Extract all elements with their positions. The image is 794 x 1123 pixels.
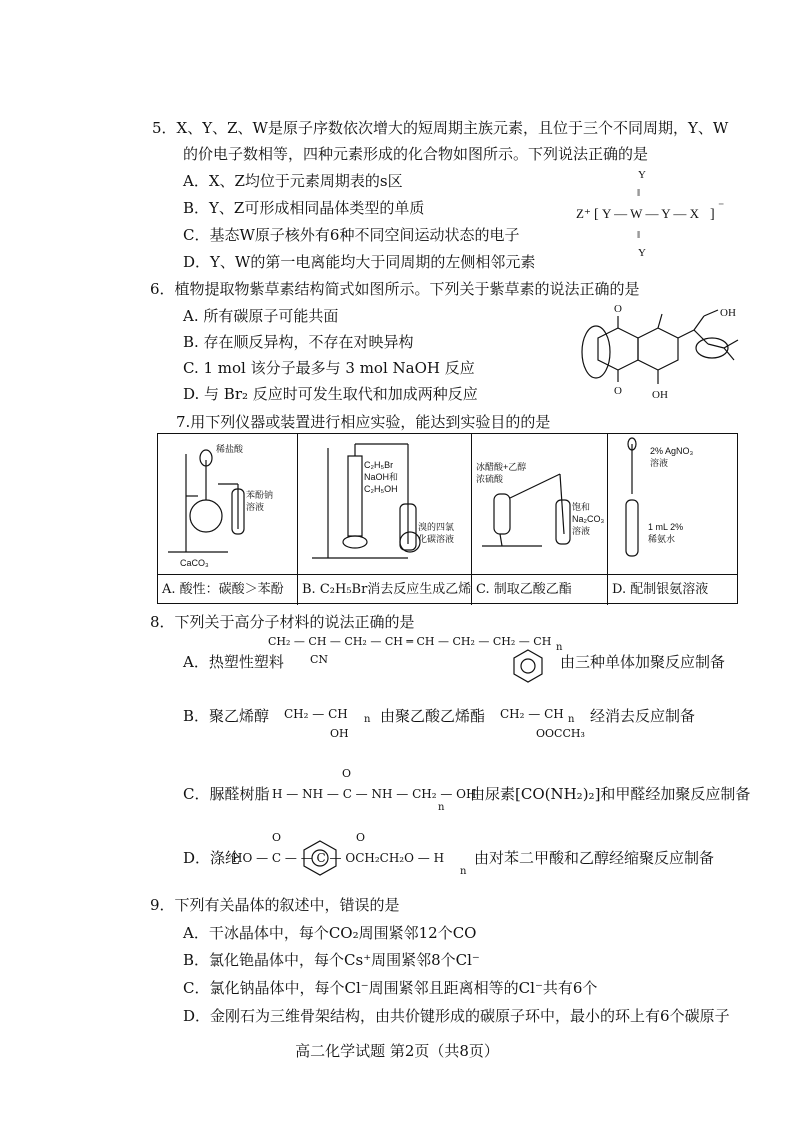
q7b-label-br2-2: 化碳溶液 — [418, 534, 455, 544]
q5-bracket-right: ] — [710, 207, 715, 222]
q9-stem: 9．下列有关晶体的叙述中，错误的是 — [150, 896, 400, 914]
q7d-label-agno3: 2% AgNO₃ — [650, 446, 694, 456]
q8b-label: B．聚乙烯醇 — [183, 707, 270, 725]
q5-option-a: A．X、Z均位于元素周期表的s区 — [183, 172, 403, 190]
q7a-label-hcl: 稀盐酸 — [216, 444, 244, 454]
q7-cell-b — [298, 434, 472, 605]
q6-option-b: B. 存在顺反异构，不存在对映异构 — [183, 333, 414, 351]
q7-stem: 7.用下列仪器或装置进行相应实验，能达到实验目的的是 — [176, 413, 551, 431]
q6-stem: 6．植物提取物紫草素结构简式如图所示。下列关于紫草素的说法正确的是 — [150, 280, 640, 298]
q5-bracket-left: [ — [594, 207, 599, 222]
q8b-text: 经消去反应制备 — [590, 707, 696, 725]
q6-shikonin-structure — [578, 298, 743, 410]
q8d-text: 由对苯二甲酸和乙醇经缩聚反应制备 — [474, 849, 715, 867]
q6-label-o-top: O — [614, 303, 622, 315]
q8c-o: O — [342, 767, 352, 780]
page-footer: 高二化学试题 第2页（共8页） — [295, 1042, 499, 1060]
q7b-label-naoh: NaOH和 — [364, 472, 399, 482]
q8b-formula: CH₂ — CH — [284, 707, 348, 721]
q8b-n2: n — [568, 714, 575, 725]
q7-apparatus-d — [608, 434, 735, 574]
q6-ring-left — [598, 328, 638, 370]
q9-option-b: B．氯化铯晶体中，每个Cs⁺周围紧邻8个Cl⁻ — [183, 951, 480, 969]
q6-ring-right — [638, 328, 678, 370]
q6-option-a: A. 所有碳原子可能共面 — [183, 307, 339, 325]
q7c-label-reagents: 冰醋酸+乙醇 — [476, 462, 527, 472]
q7d-label-solution: 溶液 — [650, 458, 669, 468]
q8b-formula2: CH₂ — CH — [500, 707, 564, 721]
q8c-formula: H — NH — C — NH — CH₂ — OH — [272, 787, 477, 801]
q5-stem-line1: 5．X、Y、Z、W是原子序数依次增大的短周期主族元素，且位于三个不同周期，Y、W — [152, 119, 729, 137]
q6-label-oh-bottom: OH — [652, 389, 668, 401]
q7-apparatus-table — [157, 433, 738, 604]
q7c-label-saturated: 饱和 — [572, 502, 591, 512]
q7-caption-b: B. C₂H₅Br消去反应生成乙烯 — [298, 574, 471, 605]
q5-option-d: D．Y、W的第一电离能均大于同周期的左侧相邻元素 — [183, 253, 536, 271]
q7a-label-solution: 溶液 — [246, 502, 265, 512]
q8b-mid: 由聚乙酸乙烯酯 — [380, 707, 486, 725]
q7-caption-d: D. 配制银氨溶液 — [608, 574, 737, 605]
q8a-sub-cn: CN — [310, 653, 329, 666]
q7c-label-na2co3: Na₂CO₃ — [572, 514, 605, 524]
q6-option-d: D. 与 Br₂ 反应时可发生取代和加成两种反应 — [183, 385, 478, 403]
q7-cell-a — [158, 434, 298, 605]
q5-option-b: B．Y、Z可形成相同晶体类型的单质 — [183, 199, 425, 217]
q8a-text: 由三种单体加聚反应制备 — [560, 653, 726, 671]
q6-label-oh-right: OH — [720, 307, 736, 319]
q8d-n: n — [460, 866, 467, 877]
q7b-label-c2h5br: C₂H₅Br — [364, 460, 394, 470]
q8b-sub2: OOCCH₃ — [536, 727, 585, 740]
q7a-label-caco3: CaCO₃ — [180, 558, 209, 568]
q7a-label-phenoxide: 苯酚钠 — [246, 490, 274, 500]
q9-option-d: D．金刚石为三维骨架结构，由共价键形成的碳原子环中，最小的环上有6个碳原子 — [183, 1007, 730, 1025]
q8a-benzene-ring — [510, 646, 546, 686]
q5-stem-line2: 的价电子数相等，四种元素形成的化合物如图所示。下列说法正确的是 — [183, 145, 649, 163]
q7-caption-c: C. 制取乙酸乙酯 — [472, 574, 607, 605]
q7-apparatus-a — [158, 434, 296, 574]
q8a-formula: CH₂ — CH — CH₂ — CH ═ CH — CH₂ — CH₂ — CH — [268, 635, 552, 648]
q7c-label-h2so4: 浓硫酸 — [476, 474, 504, 484]
q8d-o2: O — [356, 831, 366, 844]
q7-cell-c — [472, 434, 608, 605]
q9-option-a: A．干冰晶体中，每个CO₂周围紧邻12个CO — [183, 924, 477, 942]
q5-structure — [574, 166, 734, 262]
q7d-label-1ml: 1 mL 2% — [648, 522, 684, 532]
q8c-label: C．脲醛树脂 — [183, 785, 270, 803]
q7b-label-c2h5oh: C₂H₅OH — [364, 484, 398, 494]
q5-cation: Z⁺ — [576, 206, 591, 221]
q5-option-c: C．基态W原子核外有6种不同空间运动状态的电子 — [183, 226, 520, 244]
q7-apparatus-c — [472, 434, 606, 574]
q7-caption-a: A. 酸性：碳酸＞苯酚 — [158, 574, 297, 605]
q9-option-c: C．氯化钠晶体中，每个Cl⁻周围紧邻且距离相等的Cl⁻共有6个 — [183, 979, 598, 997]
q8d-formula: HO — C — — C — OCH₂CH₂O — H — [232, 851, 445, 865]
q8-stem: 8．下列关于高分子材料的说法正确的是 — [150, 613, 415, 631]
q7-apparatus-b — [298, 434, 470, 574]
q7b-label-br2-1: 溴的四氯 — [418, 522, 455, 532]
q5-body: Y — W — Y — X — [602, 206, 700, 221]
q8c-text: 由尿素[CO(NH₂)₂]和甲醛经加聚反应制备 — [470, 785, 751, 803]
q8d-benzene-ring — [300, 838, 340, 878]
q5-double-bottom: ‖ — [637, 229, 641, 241]
q7d-label-ammonia: 稀氨水 — [648, 534, 676, 544]
q8a-label: A．热塑性塑料 — [183, 653, 284, 671]
q5-y-top: Y — [638, 169, 646, 181]
q5-charge: ⁻ — [718, 199, 725, 213]
q5-double-top: ‖ — [637, 187, 641, 199]
q8d-label: D．涤纶 — [183, 849, 241, 867]
q6-ring-mark — [582, 326, 610, 378]
q5-y-bottom: Y — [638, 247, 646, 259]
q6-option-c: C. 1 mol 该分子最多与 3 mol NaOH 反应 — [183, 359, 475, 377]
q8b-sub: OH — [330, 727, 349, 740]
q8b-n: n — [364, 714, 371, 725]
q8c-n: n — [438, 802, 445, 813]
q7-cell-d — [608, 434, 737, 605]
q6-label-o-bottom: O — [614, 385, 622, 397]
q8d-o1: O — [272, 831, 282, 844]
q7c-label-solution: 溶液 — [572, 526, 591, 536]
q8a-n: n — [556, 642, 563, 653]
